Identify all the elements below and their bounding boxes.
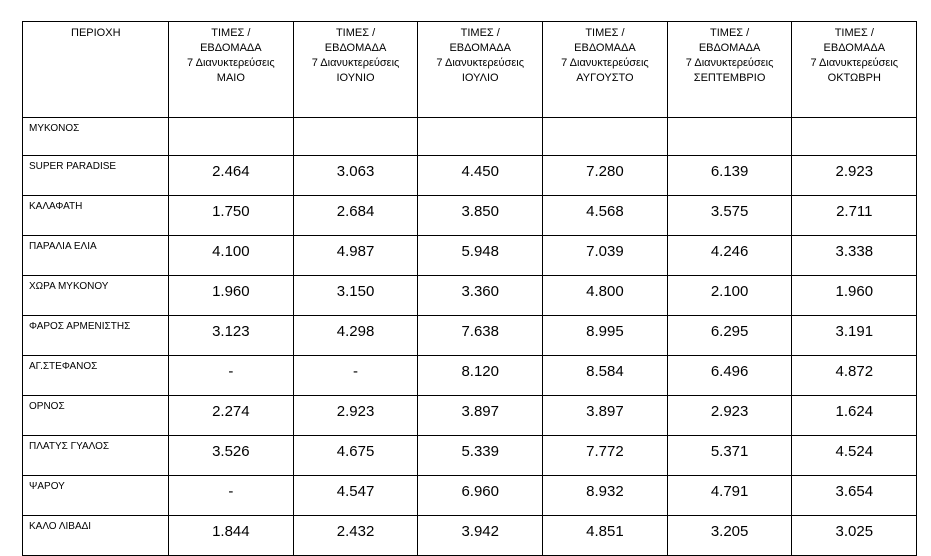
table-row bbox=[23, 476, 917, 516]
price-cell: 2.923 bbox=[667, 396, 792, 436]
price-cell: 8.932 bbox=[543, 476, 668, 516]
table-row bbox=[23, 516, 917, 556]
month-header-october: ΤΙΜΕΣ / ΕΒΔΟΜΑΔΑ 7 Διανυκτερεύσεις ΟΚΤΩΒΡΗ bbox=[792, 22, 917, 118]
price-cell: 2.100 bbox=[667, 276, 792, 316]
region-name-cell: ΦΑΡΟΣ ΑΡΜΕΝΙΣΤΗΣ bbox=[23, 316, 169, 356]
price-cell: 1.624 bbox=[792, 396, 917, 436]
price-cell: 2.684 bbox=[293, 196, 418, 236]
price-cell: 5.371 bbox=[667, 436, 792, 476]
month-header-may: ΤΙΜΕΣ / ΕΒΔΟΜΑΔΑ 7 Διανυκτερεύσεις ΜΑΙΟ bbox=[169, 22, 294, 118]
price-cell: 4.872 bbox=[792, 356, 917, 396]
table-row bbox=[23, 356, 917, 396]
table-row bbox=[23, 196, 917, 236]
price-cell: 3.360 bbox=[418, 276, 543, 316]
price-table bbox=[22, 21, 917, 556]
price-cell: 8.995 bbox=[543, 316, 668, 356]
price-cell: 3.063 bbox=[293, 156, 418, 196]
price-cell: 2.464 bbox=[169, 156, 294, 196]
price-cell: 4.800 bbox=[543, 276, 668, 316]
price-cell: 4.568 bbox=[543, 196, 668, 236]
price-cell: 4.791 bbox=[667, 476, 792, 516]
price-cell: 3.897 bbox=[543, 396, 668, 436]
price-cell: 4.100 bbox=[169, 236, 294, 276]
table-row bbox=[23, 316, 917, 356]
table-row bbox=[23, 156, 917, 196]
price-cell: 2.711 bbox=[792, 196, 917, 236]
region-name-cell: ΟΡΝΟΣ bbox=[23, 396, 169, 436]
table-row bbox=[23, 396, 917, 436]
month-header-august: ΤΙΜΕΣ / ΕΒΔΟΜΑΔΑ 7 Διανυκτερεύσεις ΑΥΓΟΥΣΤΟ bbox=[543, 22, 668, 118]
price-cell: 4.987 bbox=[293, 236, 418, 276]
price-cell: 1.960 bbox=[169, 276, 294, 316]
price-cell: - bbox=[169, 356, 294, 396]
region-name-cell: ΠΛΑΤΥΣ ΓΥΑΛΟΣ bbox=[23, 436, 169, 476]
price-cell: 3.897 bbox=[418, 396, 543, 436]
month-header-june: ΤΙΜΕΣ / ΕΒΔΟΜΑΔΑ 7 Διανυκτερεύσεις ΙΟΥΝΙΟ bbox=[293, 22, 418, 118]
price-cell: 4.450 bbox=[418, 156, 543, 196]
price-cell: 3.338 bbox=[792, 236, 917, 276]
price-cell: - bbox=[169, 476, 294, 516]
price-cell: 3.526 bbox=[169, 436, 294, 476]
region-name-cell: ΚΑΛΟ ΛΙΒΑΔΙ bbox=[23, 516, 169, 556]
price-cell: 2.274 bbox=[169, 396, 294, 436]
month-header-september: ΤΙΜΕΣ / ΕΒΔΟΜΑΔΑ 7 Διανυκτερεύσεις ΣΕΠΤΕΜΒΡΙΟ bbox=[667, 22, 792, 118]
region-name-cell: ΠΑΡΑΛΙΑ ΕΛΙΑ bbox=[23, 236, 169, 276]
price-cell: 8.120 bbox=[418, 356, 543, 396]
empty-cell bbox=[543, 118, 668, 156]
empty-cell bbox=[169, 118, 294, 156]
region-name-cell: ΚΑΛΑΦΑΤΗ bbox=[23, 196, 169, 236]
price-cell: 4.675 bbox=[293, 436, 418, 476]
price-cell: 4.298 bbox=[293, 316, 418, 356]
price-cell: 3.191 bbox=[792, 316, 917, 356]
empty-cell bbox=[667, 118, 792, 156]
region-name-cell: ΨΑΡΟΥ bbox=[23, 476, 169, 516]
price-cell: 7.039 bbox=[543, 236, 668, 276]
price-cell: 2.923 bbox=[293, 396, 418, 436]
price-cell: 5.339 bbox=[418, 436, 543, 476]
price-cell: 4.547 bbox=[293, 476, 418, 516]
price-cell: 2.923 bbox=[792, 156, 917, 196]
price-cell: 1.844 bbox=[169, 516, 294, 556]
region-name-cell: ΑΓ.ΣΤΕΦΑΝΟΣ bbox=[23, 356, 169, 396]
price-cell: 6.496 bbox=[667, 356, 792, 396]
empty-cell bbox=[418, 118, 543, 156]
empty-cell bbox=[792, 118, 917, 156]
price-cell: 3.205 bbox=[667, 516, 792, 556]
table-row bbox=[23, 436, 917, 476]
price-cell: 1.750 bbox=[169, 196, 294, 236]
region-column-header: ΠΕΡΙΟΧΗ bbox=[23, 22, 169, 118]
month-header-july: ΤΙΜΕΣ / ΕΒΔΟΜΑΔΑ 7 Διανυκτερεύσεις ΙΟΥΛΙΟ bbox=[418, 22, 543, 118]
group-row bbox=[23, 118, 917, 156]
price-cell: 3.150 bbox=[293, 276, 418, 316]
header-row bbox=[23, 22, 917, 118]
price-cell: - bbox=[293, 356, 418, 396]
price-cell: 3.575 bbox=[667, 196, 792, 236]
price-cell: 3.850 bbox=[418, 196, 543, 236]
price-cell: 6.960 bbox=[418, 476, 543, 516]
price-cell: 6.139 bbox=[667, 156, 792, 196]
table-row bbox=[23, 276, 917, 316]
table-row bbox=[23, 236, 917, 276]
price-cell: 1.960 bbox=[792, 276, 917, 316]
price-cell: 3.123 bbox=[169, 316, 294, 356]
price-cell: 8.584 bbox=[543, 356, 668, 396]
price-cell: 4.851 bbox=[543, 516, 668, 556]
price-cell: 3.654 bbox=[792, 476, 917, 516]
empty-cell bbox=[293, 118, 418, 156]
price-cell: 4.246 bbox=[667, 236, 792, 276]
price-cell: 5.948 bbox=[418, 236, 543, 276]
group-label: ΜΥΚΟΝΟΣ bbox=[23, 118, 169, 156]
price-cell: 2.432 bbox=[293, 516, 418, 556]
price-cell: 3.025 bbox=[792, 516, 917, 556]
price-cell: 7.638 bbox=[418, 316, 543, 356]
price-cell: 4.524 bbox=[792, 436, 917, 476]
price-cell: 7.280 bbox=[543, 156, 668, 196]
price-cell: 3.942 bbox=[418, 516, 543, 556]
price-cell: 6.295 bbox=[667, 316, 792, 356]
region-name-cell: SUPER PARADISE bbox=[23, 156, 169, 196]
region-name-cell: ΧΩΡΑ ΜΥΚΟΝΟΥ bbox=[23, 276, 169, 316]
price-cell: 7.772 bbox=[543, 436, 668, 476]
